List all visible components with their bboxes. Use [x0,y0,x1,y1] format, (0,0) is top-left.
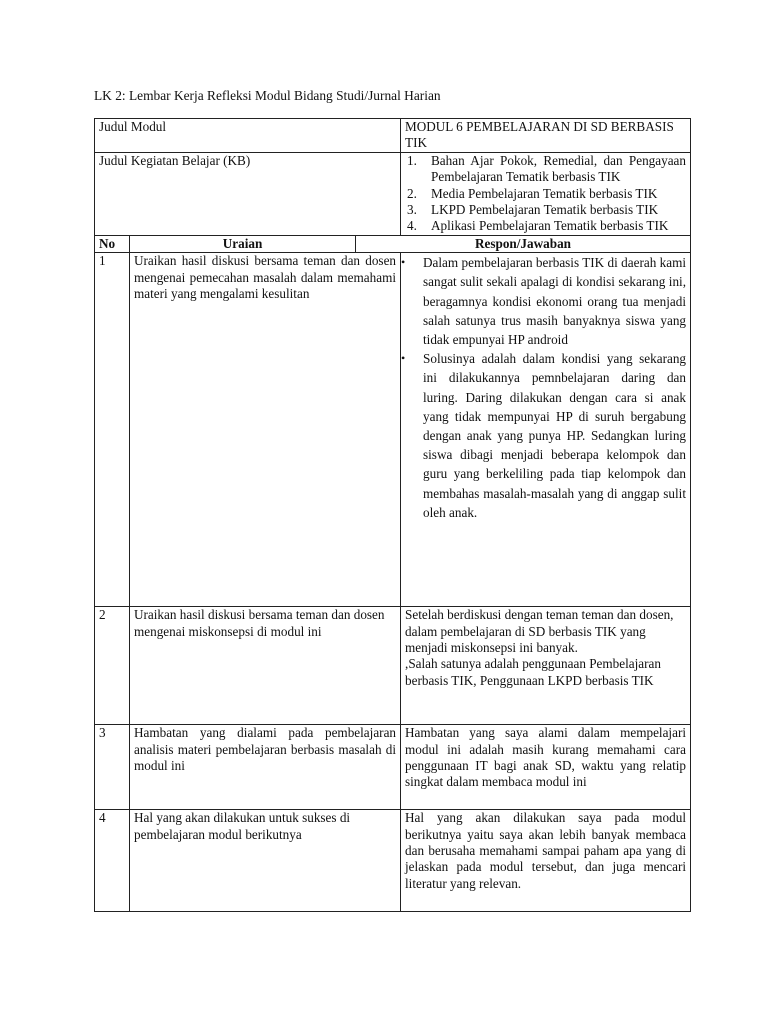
module-value: MODUL 6 PEMBELAJARAN DI SD BERBASIS TIK [401,119,691,153]
header-uraian: Uraian [130,235,356,252]
row-respon: Setelah berdiskusi dengan teman teman dan dosen, dalam pembelajaran di SD berbasis TIK yang menjadi miskonsepsi ini banyak. ,Salah satunya adalah penggunaan Pembelajaran berbasis TIK, Penggunaan LKPD berbasis TIK [401,607,691,725]
kb-row [95,152,691,235]
bullet-icon: • [401,351,406,366]
list-item: • Dalam pembelajaran berbasis TIK di daerah kami sangat sulit sekali apalagi di kondisi sekarang ini, beragamnya kondisi ekonomi orang tua menjadi salah satunya trus masih banyaknya siswa yang tidak empunyai HP android [401,253,686,349]
list-item: 3. LKPD Pembelajaran Tematik berbasis TIK [407,202,659,218]
row-respon: Hambatan yang saya alami dalam mempelajari modul ini adalah masih kurang memahami cara penggunaan IT bagi anak SD, waktu yang relatip singkat dalam membaca modul ini [401,725,691,810]
table-row [95,607,691,725]
module-row [95,119,691,153]
row-uraian: Uraikan hasil diskusi bersama teman dan dosen mengenai pemecahan masalah dalam memahami materi yang mengalami kesulitan [130,253,401,607]
row-number: 2 [95,607,130,725]
row-uraian: Hal yang akan dilakukan untuk sukses di pembelajaran modul berikutnya [130,810,401,912]
header-respon: Respon/Jawaban [356,235,691,252]
header-row [95,235,691,252]
table-row [95,725,691,810]
list-item: 2. Media Pembelajaran Tematik berbasis TIK [407,185,658,201]
kb-list [407,153,686,235]
reflection-table [94,118,691,912]
table-row [95,253,691,607]
row-number: 1 [95,253,130,607]
kb-list-cell [401,152,691,235]
respon-bullet-list [401,253,686,522]
list-item: • Solusinya adalah dalam kondisi yang sekarang ini dilakukannya pemnbelajaran daring dan luring. Daring dilakukan dengan cara si anak yang tidak mempunyai HP di suruh bergabung dengan anak yang punya HP. Sedangkan luring siswa dibagi menjadi beberapa kelompok dan guru yang berkeliling pada tiap kelompok dan membahas masalah-masalah yang di anggap sulit oleh anak. [401,349,686,522]
list-item: 1. Bahan Ajar Pokok, Remedial, dan Pengayaan Pembelajaran Tematik berbasis TIK [407,152,687,185]
row-respon: Hal yang akan dilakukan saya pada modul berikutnya yaitu saya akan lebih banyak membaca dan berusaha memahami sampai paham apa yang di jelaskan pada modul tersebut, dan juga mencari literatur yang relevan. [401,810,691,912]
kb-label: Judul Kegiatan Belajar (KB) [95,152,401,235]
document-title: LK 2: Lembar Kerja Refleksi Modul Bidang Studi/Jurnal Harian [94,88,441,103]
row-uraian: Uraikan hasil diskusi bersama teman dan dosen mengenai miskonsepsi di modul ini [130,607,401,725]
row-respon [401,253,691,607]
row-uraian: Hambatan yang dialami pada pembelajaran analisis materi pembelajaran berbasis masalah di modul ini [130,725,401,810]
list-item: 4. Aplikasi Pembelajaran Tematik berbasis TIK [407,218,669,234]
table-row [95,810,691,912]
row-number: 3 [95,725,130,810]
module-label: Judul Modul [95,119,401,153]
row-number: 4 [95,810,130,912]
bullet-icon: • [401,255,406,270]
header-no: No [95,235,130,252]
